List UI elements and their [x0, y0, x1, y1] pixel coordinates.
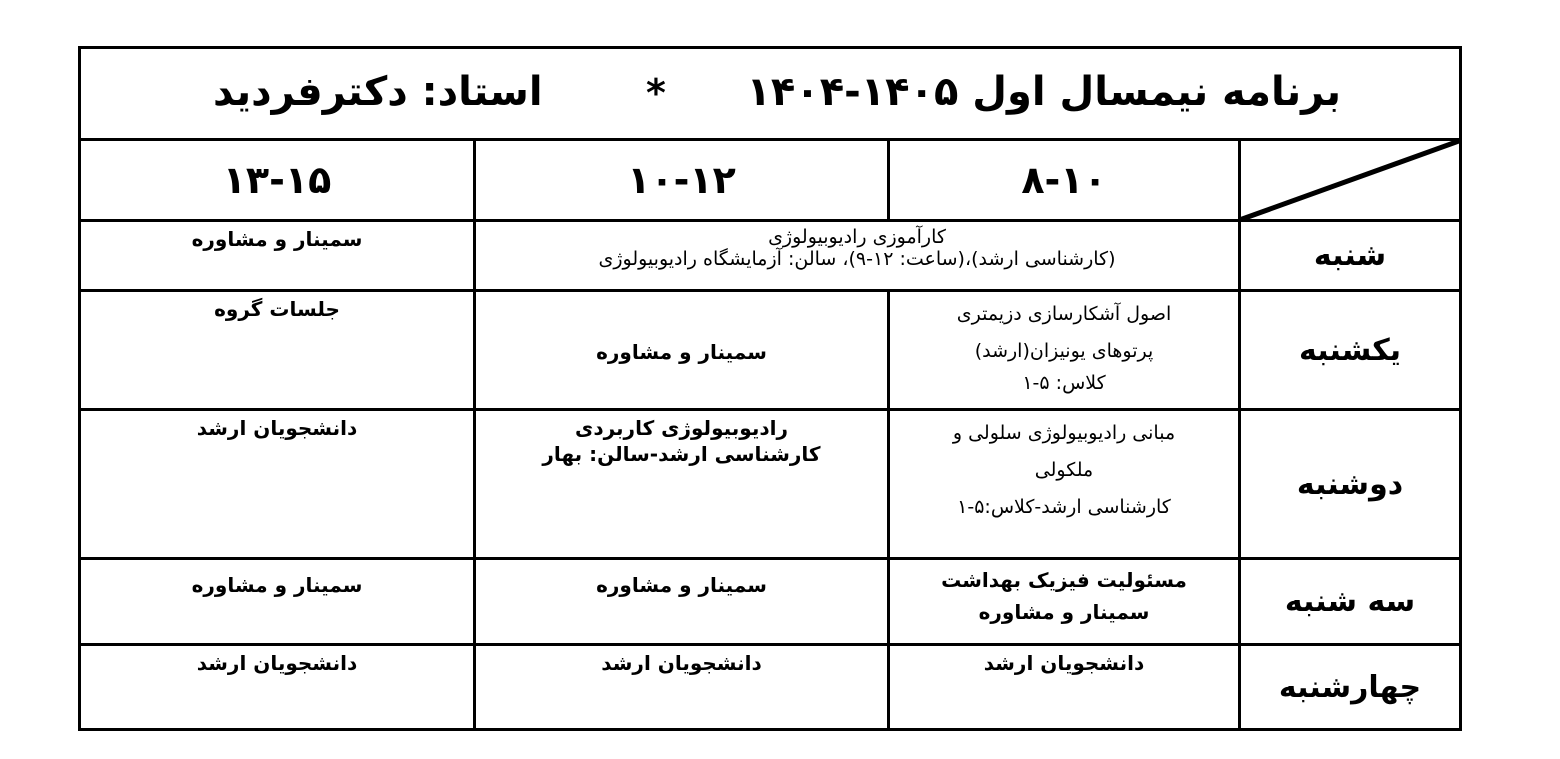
title-cell [80, 48, 1461, 140]
professor-name: استاد: دکترفردید [213, 69, 543, 116]
cell-tuesday-13-15 [80, 558, 475, 645]
cell-line: دانشجویان ارشد [601, 651, 762, 676]
cell-line: کلاس: ۵-۱ [1022, 372, 1106, 395]
cell-wednesday-13-15 [80, 645, 475, 730]
cell-line: سمینار و مشاوره [978, 599, 1150, 624]
cell-wednesday-8-10 [889, 645, 1240, 730]
cell-line: (کارشناسی ارشد)،(ساعت: ۱۲-۹)، سالن: آزمایشگاه رادیوبیولوژی [598, 248, 1116, 270]
cell-line: ملکولی [1034, 459, 1094, 482]
cell-line: جلسات گروه [214, 297, 340, 322]
corner-cell [1240, 139, 1461, 220]
cell-line: دانشجویان ارشد [983, 651, 1145, 676]
row-sunday [80, 291, 1461, 410]
cell-monday-13-15 [80, 410, 475, 559]
cell-tuesday-10-12 [475, 558, 889, 645]
slot-header-8-10: ۸-۱۰ [889, 139, 1240, 220]
cell-line: پرتوهای یونیزان(ارشد) [974, 340, 1154, 363]
row-wednesday [80, 645, 1461, 730]
slot-header-13-15: ۱۳-۱۵ [80, 139, 475, 220]
cell-line: مبانی رادیوبیولوژی سلولی و [952, 422, 1176, 445]
cell-sunday-10-12 [475, 291, 889, 410]
cell-sunday-13-15 [80, 291, 475, 410]
day-wednesday: چهارشنبه [1240, 645, 1461, 730]
day-tuesday: سه شنبه [1240, 558, 1461, 645]
star-separator: * [646, 71, 666, 116]
cell-line: کارشناسی ارشد-کلاس:۵-۱ [957, 496, 1171, 519]
cell-line: کارشناسی ارشد-سالن: بهار [542, 442, 821, 467]
cell-tuesday-8-10 [889, 558, 1240, 645]
cell-saturday-13-15 [80, 221, 475, 291]
schedule-table [78, 46, 1462, 731]
cell-monday-8-10 [889, 410, 1240, 559]
day-saturday: شنبه [1240, 221, 1461, 291]
row-saturday [80, 221, 1461, 291]
cell-wednesday-10-12 [475, 645, 889, 730]
cell-line: دانشجویان ارشد [196, 651, 358, 676]
cell-line: سمینار و مشاوره [596, 572, 767, 597]
time-header-row [80, 139, 1461, 220]
cell-line: کارآموزی رادیوبیولوژی [768, 226, 946, 248]
cell-line: اصول آشکارسازی دزیمتری [956, 303, 1172, 326]
cell-sunday-8-10 [889, 291, 1240, 410]
day-sunday: یکشنبه [1240, 291, 1461, 410]
program-title: برنامه نیمسال اول ۱۴۰۵-۱۴۰۴ [746, 69, 1341, 116]
title-row [80, 48, 1461, 140]
cell-line: رادیوبیولوژی کاربردی [575, 416, 788, 441]
row-monday [80, 410, 1461, 559]
diagonal-line-icon [1241, 141, 1459, 219]
row-tuesday [80, 558, 1461, 645]
cell-line: دانشجویان ارشد [196, 416, 358, 441]
day-monday: دوشنبه [1240, 410, 1461, 559]
cell-line: سمینار و مشاوره [191, 572, 363, 597]
cell-saturday-8-12 [475, 221, 1240, 291]
cell-monday-10-12 [475, 410, 889, 559]
cell-line: مسئولیت فیزیک بهداشت [941, 567, 1187, 592]
cell-line: سمینار و مشاوره [596, 340, 767, 365]
cell-line: سمینار و مشاوره [191, 227, 363, 251]
slot-header-10-12: ۱۰-۱۲ [475, 139, 889, 220]
